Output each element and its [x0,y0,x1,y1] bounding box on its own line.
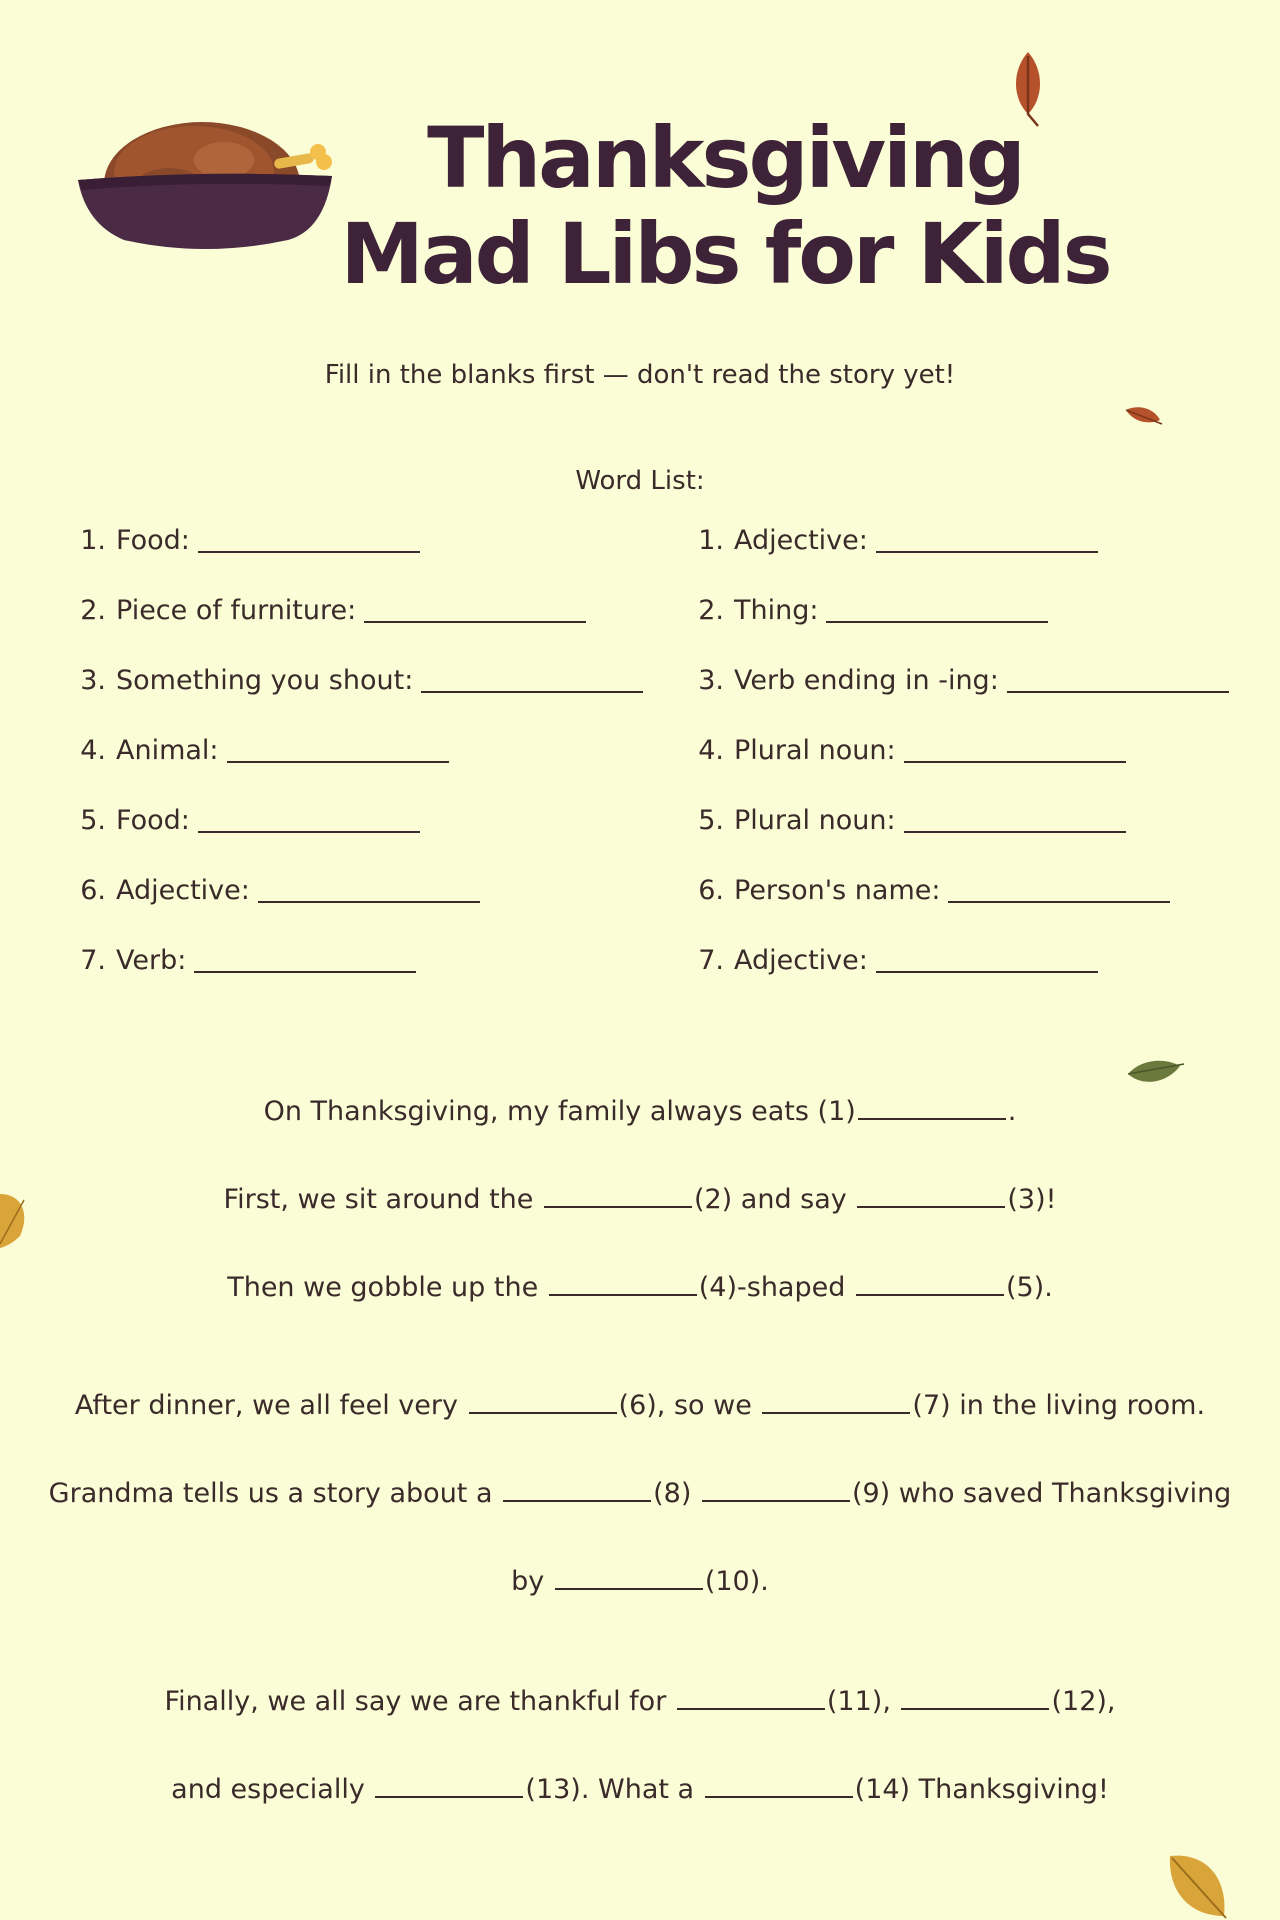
story-text: by [511,1566,553,1597]
item-number: 4. [698,735,724,766]
item-number: 4. [80,735,106,766]
item-label: Verb: [116,945,187,976]
story-text: Finally, we all say we are thankful for [164,1686,675,1717]
word-list-heading: Word List: [575,466,705,496]
page-title [310,110,1140,302]
story-text: (13). What a [525,1774,703,1805]
word-list-item[interactable] [688,875,1229,945]
word-list-left-column [70,525,643,1015]
item-label: Verb ending in -ing: [734,665,999,696]
roast-turkey-icon [74,100,344,250]
item-number: 5. [698,805,724,836]
story-line-3 [0,1270,1280,1303]
story-blank[interactable] [555,1564,703,1590]
answer-blank[interactable] [198,525,420,553]
story-text: and especially [171,1774,374,1805]
story-blank[interactable] [705,1772,853,1798]
answer-blank[interactable] [364,595,586,623]
story-text: (3)! [1007,1184,1057,1215]
title-line-2: Mad Libs for Kids [340,205,1110,303]
word-list-item[interactable] [70,525,643,595]
story-line-1 [0,1094,1280,1127]
story-blank[interactable] [762,1388,910,1414]
answer-blank[interactable] [826,595,1048,623]
item-number: 3. [698,665,724,696]
answer-blank[interactable] [904,735,1126,763]
story-text: (9) who saved Thanksgiving [851,1478,1232,1509]
story-text: (10). [704,1566,769,1597]
item-number: 7. [698,945,724,976]
item-number: 6. [80,875,106,906]
story-line-6 [0,1564,1280,1597]
item-label: Food: [116,525,190,556]
story-line-5 [0,1476,1280,1509]
item-label: Adjective: [116,875,250,906]
orange-leaf-icon [1008,48,1048,128]
item-label: Adjective: [734,525,868,556]
green-leaf-icon [1126,1056,1186,1090]
story-text: On Thanksgiving, my family always eats (1) [263,1096,856,1127]
item-label: Person's name: [734,875,941,906]
item-number: 2. [698,595,724,626]
word-list-item[interactable] [70,665,643,735]
item-label: Something you shout: [116,665,414,696]
story-blank[interactable] [469,1388,617,1414]
story-blank[interactable] [858,1094,1006,1120]
story-text: First, we sit around the [223,1184,542,1215]
story-blank[interactable] [549,1270,697,1296]
story-text: (8) [653,1478,700,1509]
word-list-item[interactable] [688,735,1229,805]
story-line-4 [0,1388,1280,1421]
story-blank[interactable] [702,1476,850,1502]
story-text: Then we gobble up the [227,1272,547,1303]
answer-blank[interactable] [227,735,449,763]
answer-blank[interactable] [194,945,416,973]
story-line-7 [0,1684,1280,1717]
story-text: . [1007,1096,1017,1127]
story-text: (12), [1051,1686,1116,1717]
story-blank[interactable] [503,1476,651,1502]
word-list-item[interactable] [688,805,1229,875]
item-label: Animal: [116,735,219,766]
story-text: (14) Thanksgiving! [854,1774,1109,1805]
item-number: 3. [80,665,106,696]
small-orange-leaf-icon [1124,404,1164,428]
item-label: Thing: [734,595,819,626]
story-blank[interactable] [544,1182,692,1208]
word-list-item[interactable] [70,945,643,1015]
story-blank[interactable] [375,1772,523,1798]
title-line-1: Thanksgiving [427,109,1023,207]
story-text: (5). [1005,1272,1053,1303]
answer-blank[interactable] [948,875,1170,903]
story-text: (11), [826,1686,900,1717]
item-label: Food: [116,805,190,836]
item-number: 6. [698,875,724,906]
answer-blank[interactable] [1007,665,1229,693]
answer-blank[interactable] [198,805,420,833]
answer-blank[interactable] [421,665,643,693]
story-text: (4)-shaped [698,1272,854,1303]
word-list-item[interactable] [70,735,643,805]
word-list-item[interactable] [688,665,1229,735]
item-number: 7. [80,945,106,976]
story-text: (2) and say [693,1184,856,1215]
story-blank[interactable] [857,1182,1005,1208]
answer-blank[interactable] [904,805,1126,833]
item-label: Plural noun: [734,805,896,836]
item-number: 1. [80,525,106,556]
item-number: 1. [698,525,724,556]
answer-blank[interactable] [258,875,480,903]
word-list-item[interactable] [70,875,643,945]
story-line-2 [0,1182,1280,1215]
answer-blank[interactable] [876,525,1098,553]
word-list-item[interactable] [70,805,643,875]
story-text: After dinner, we all feel very [74,1390,467,1421]
story-text: (7) in the living room. [912,1390,1206,1421]
item-number: 2. [80,595,106,626]
story-text: Grandma tells us a story about a [48,1478,502,1509]
yellow-leaf-bottom-icon [1166,1852,1232,1920]
word-list-item[interactable] [688,945,1229,1015]
word-list-item[interactable] [688,595,1229,665]
story-blank[interactable] [901,1684,1049,1710]
instructions: Fill in the blanks first — don't read the story yet! [324,360,956,390]
word-list-right-column [688,525,1229,1015]
item-number: 5. [80,805,106,836]
item-label: Adjective: [734,945,868,976]
story-blank[interactable] [677,1684,825,1710]
story-line-8 [0,1772,1280,1805]
word-list-item[interactable] [688,525,1229,595]
story-blank[interactable] [856,1270,1004,1296]
item-label: Plural noun: [734,735,896,766]
answer-blank[interactable] [876,945,1098,973]
item-label: Piece of furniture: [116,595,357,626]
story-text: (6), so we [618,1390,761,1421]
word-list-item[interactable] [70,595,643,665]
